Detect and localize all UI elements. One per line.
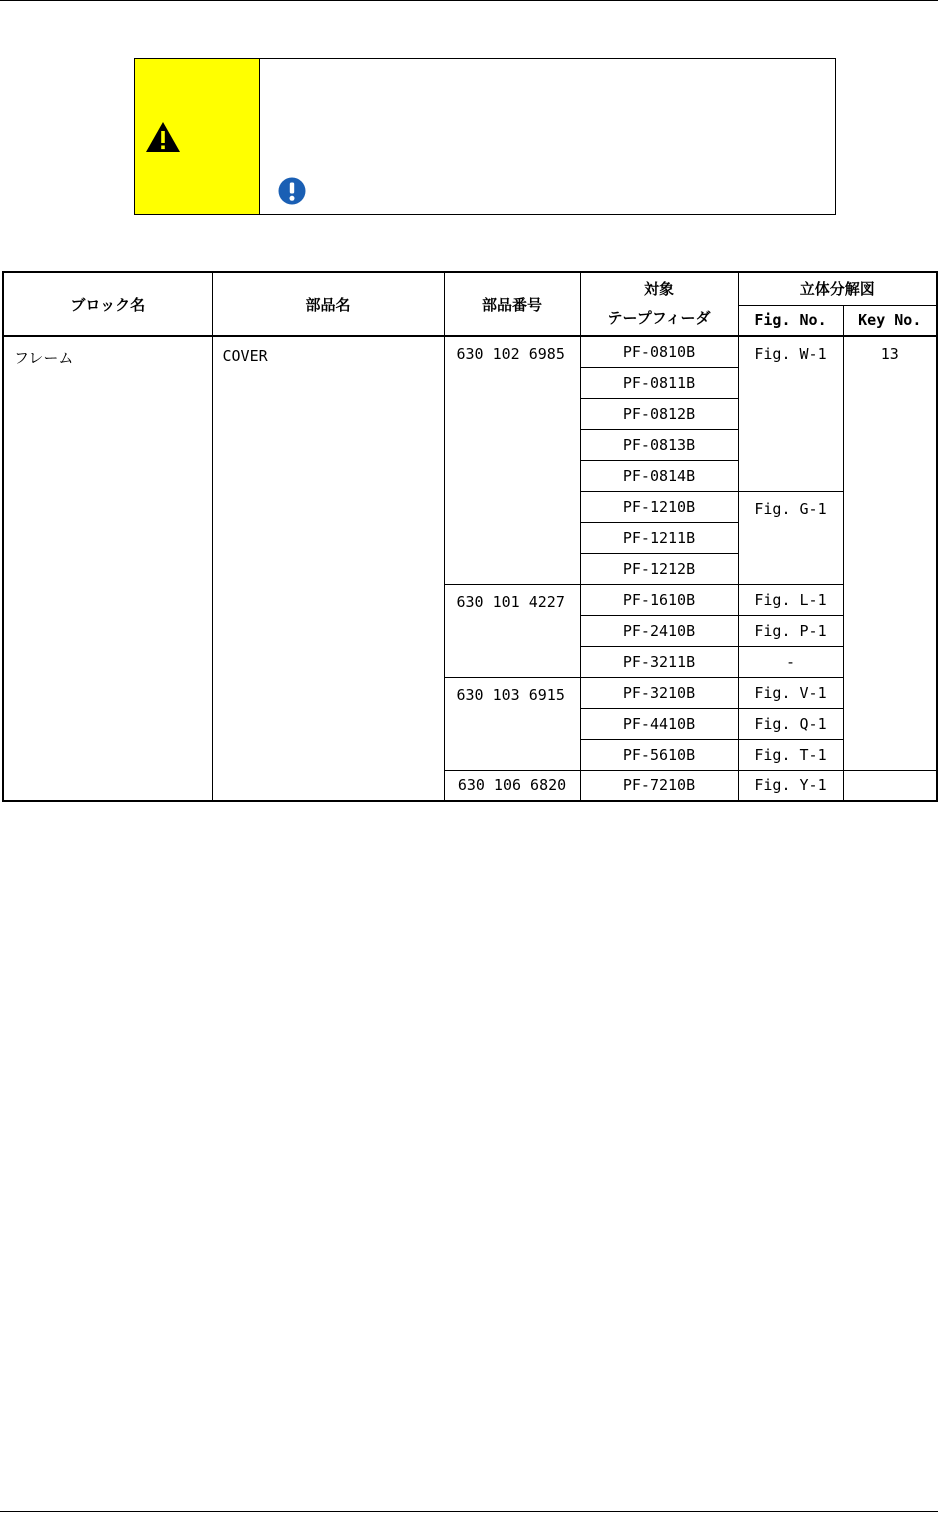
key-no-cell: 13 <box>843 336 937 770</box>
header-fig-no: Fig. No. <box>738 305 843 336</box>
part-number-cell: 630 103 6915 <box>444 677 580 770</box>
feeder-cell: PF-0813B <box>580 429 738 460</box>
page-bottom-rule <box>0 1511 938 1512</box>
feeder-cell: PF-2410B <box>580 615 738 646</box>
part-number-cell: 630 101 4227 <box>444 584 580 677</box>
feeder-cell: PF-0810B <box>580 336 738 367</box>
parts-table <box>2 271 938 802</box>
fig-cell: Fig. V-1 <box>738 677 843 708</box>
header-target-feeder <box>580 272 738 336</box>
feeder-cell: PF-0814B <box>580 460 738 491</box>
fig-cell: Fig. G-1 <box>738 491 843 584</box>
header-exploded-view: 立体分解図 <box>738 272 937 305</box>
empty-key-cell <box>843 770 937 801</box>
feeder-cell: PF-0812B <box>580 398 738 429</box>
header-target-line2: テープフィーダ <box>607 309 711 327</box>
feeder-cell: PF-5610B <box>580 739 738 770</box>
feeder-cell: PF-1610B <box>580 584 738 615</box>
feeder-cell: PF-3211B <box>580 646 738 677</box>
caution-body <box>260 59 835 214</box>
fig-cell: - <box>738 646 843 677</box>
fig-cell: Fig. L-1 <box>738 584 843 615</box>
feeder-cell: PF-7210B <box>580 770 738 801</box>
fig-cell: Fig. Q-1 <box>738 708 843 739</box>
header-block-name: ブロック名 <box>3 272 212 336</box>
feeder-cell: PF-1212B <box>580 553 738 584</box>
feeder-cell: PF-0811B <box>580 367 738 398</box>
fig-cell: Fig. Y-1 <box>738 770 843 801</box>
header-target-line1: 対象 <box>643 280 674 298</box>
feeder-cell: PF-1210B <box>580 491 738 522</box>
mandatory-action-icon <box>278 177 306 205</box>
fig-cell: Fig. T-1 <box>738 739 843 770</box>
caution-box <box>134 58 836 215</box>
page-top-rule <box>0 0 938 1</box>
warning-icon <box>145 121 181 153</box>
caution-label-area <box>135 59 260 214</box>
table-row <box>3 336 937 367</box>
block-name-cell: フレーム <box>3 336 212 801</box>
part-number-cell: 630 106 6820 <box>444 770 580 801</box>
feeder-cell: PF-3210B <box>580 677 738 708</box>
part-name-cell: COVER <box>212 336 444 801</box>
fig-cell: Fig. P-1 <box>738 615 843 646</box>
header-part-number: 部品番号 <box>444 272 580 336</box>
header-part-name: 部品名 <box>212 272 444 336</box>
feeder-cell: PF-4410B <box>580 708 738 739</box>
fig-cell: Fig. W-1 <box>738 336 843 491</box>
feeder-cell: PF-1211B <box>580 522 738 553</box>
part-number-cell: 630 102 6985 <box>444 336 580 584</box>
header-key-no: Key No. <box>843 305 937 336</box>
